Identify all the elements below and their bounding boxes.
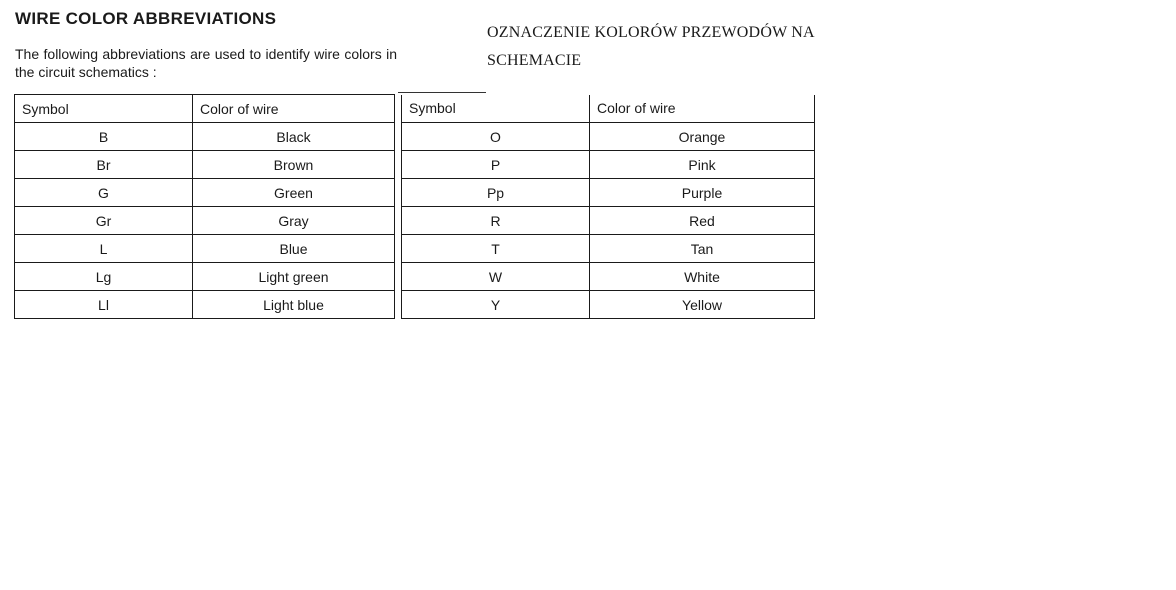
wire-color-table [14, 94, 815, 319]
table-row [15, 235, 815, 263]
table-row [15, 123, 815, 151]
column-header-color: Color of wire [590, 95, 815, 123]
column-separator [395, 263, 402, 291]
column-separator [395, 235, 402, 263]
color-cell: Blue [193, 235, 395, 263]
symbol-cell: P [402, 151, 590, 179]
symbol-cell: Ll [15, 291, 193, 319]
column-separator [395, 95, 402, 123]
symbol-cell: Gr [15, 207, 193, 235]
table-row [15, 291, 815, 319]
column-separator [395, 151, 402, 179]
symbol-cell: Br [15, 151, 193, 179]
color-cell: Light blue [193, 291, 395, 319]
symbol-cell: G [15, 179, 193, 207]
symbol-cell: T [402, 235, 590, 263]
symbol-cell: L [15, 235, 193, 263]
color-cell: Red [590, 207, 815, 235]
color-cell: Green [193, 179, 395, 207]
symbol-cell: W [402, 263, 590, 291]
color-cell: Pink [590, 151, 815, 179]
symbol-cell: Pp [402, 179, 590, 207]
column-separator [395, 179, 402, 207]
symbol-cell: Lg [15, 263, 193, 291]
column-header-symbol: Symbol [15, 95, 193, 123]
column-header-color: Color of wire [193, 95, 395, 123]
symbol-cell: O [402, 123, 590, 151]
color-cell: Brown [193, 151, 395, 179]
column-separator [395, 123, 402, 151]
color-cell: White [590, 263, 815, 291]
color-cell: Orange [590, 123, 815, 151]
symbol-cell: R [402, 207, 590, 235]
color-cell: Purple [590, 179, 815, 207]
page-title: WIRE COLOR ABBREVIATIONS [15, 9, 277, 28]
polish-title: OZNACZENIE KOLORÓW PRZEWODÓW NA SCHEMACIE [487, 24, 814, 69]
color-cell: Light green [193, 263, 395, 291]
table-row [15, 151, 815, 179]
symbol-cell: B [15, 123, 193, 151]
color-cell: Black [193, 123, 395, 151]
column-separator [395, 291, 402, 319]
column-separator [395, 207, 402, 235]
table-row [15, 179, 815, 207]
color-cell: Tan [590, 235, 815, 263]
color-cell: Gray [193, 207, 395, 235]
intro-text: The following abbreviations are used to identify wire colors in the circuit schematics : [15, 46, 397, 80]
table-header-row [15, 95, 815, 123]
divider-line [398, 92, 486, 93]
table-row [15, 263, 815, 291]
table-row [15, 207, 815, 235]
symbol-cell: Y [402, 291, 590, 319]
column-header-symbol: Symbol [402, 95, 590, 123]
color-cell: Yellow [590, 291, 815, 319]
